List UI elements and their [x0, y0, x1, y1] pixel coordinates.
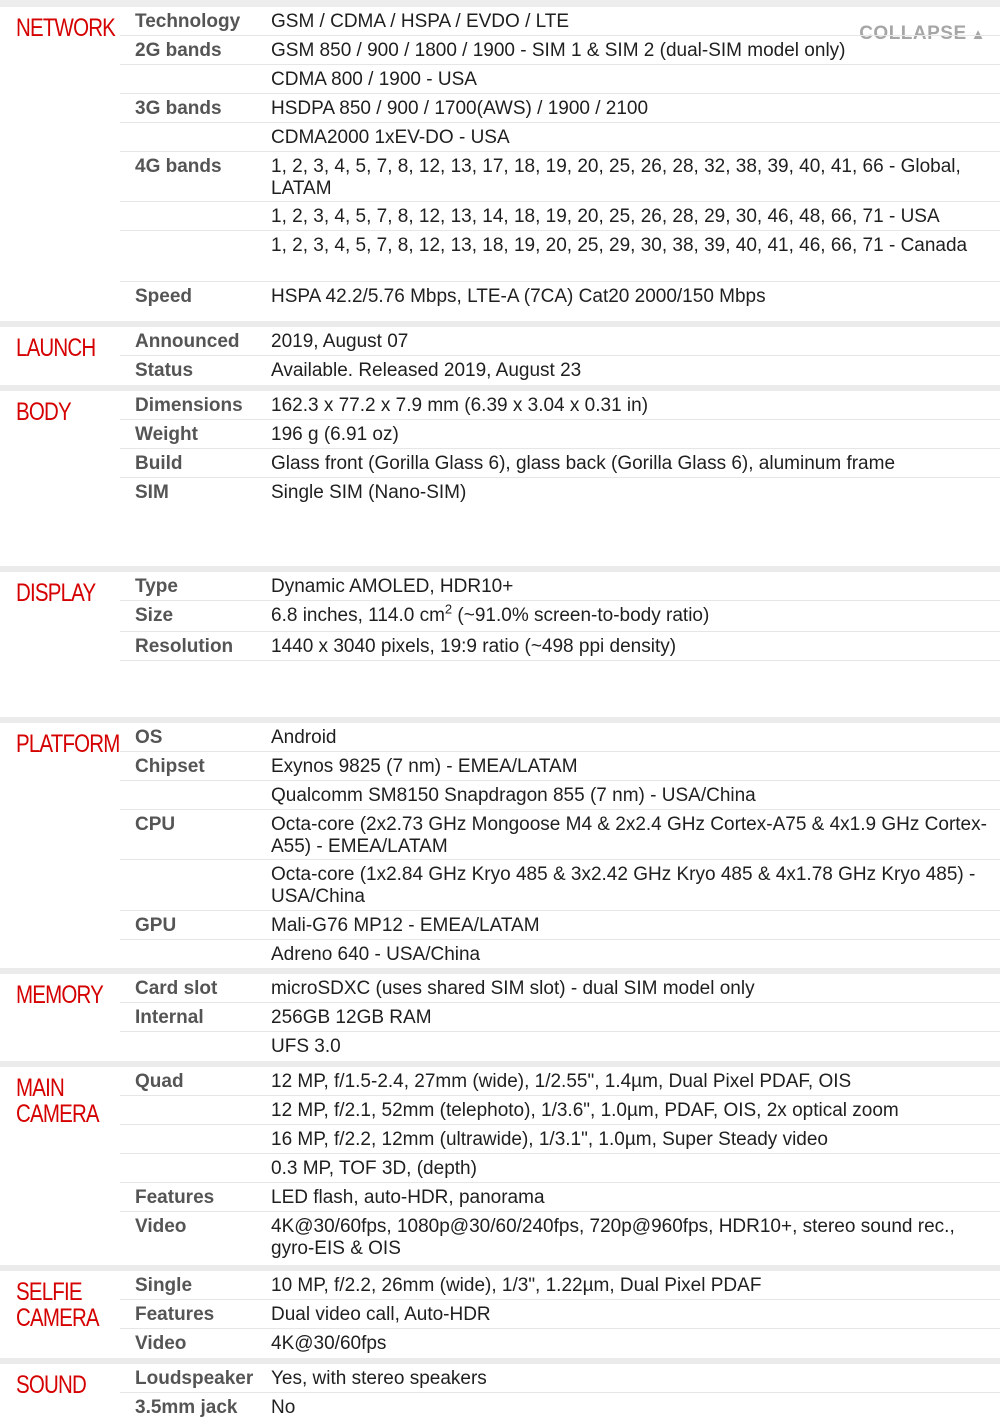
- spec-label: Build: [135, 453, 183, 474]
- spec-value: CDMA 800 / 1900 - USA: [271, 69, 477, 90]
- spec-label: SIM: [135, 482, 169, 503]
- spec-row-technology: [120, 7, 1000, 36]
- spec-row-weight: [120, 420, 1000, 449]
- spec-value: Android: [271, 727, 337, 748]
- spec-value: 1, 2, 3, 4, 5, 7, 8, 12, 13, 14, 18, 19, 20, 25, 26, 28, 29, 30, 46, 48, 66, 71 - USA: [271, 206, 940, 227]
- spec-value: Dual video call, Auto-HDR: [271, 1304, 491, 1325]
- spec-value: 4K@30/60fps, 1080p@30/60/240fps, 720p@960fps, HDR10+, stereo sound rec., gyro-EIS & OIS: [271, 1216, 955, 1259]
- spec-value: Glass front (Gorilla Glass 6), glass back (Gorilla Glass 6), aluminum frame: [271, 453, 896, 474]
- spec-row-sim: [120, 478, 1000, 507]
- spec-row-4g: [120, 152, 1000, 202]
- spec-row-size: [120, 601, 1000, 632]
- spec-label: Loudspeaker: [135, 1368, 254, 1389]
- spec-row-quad-cont: [120, 1154, 1000, 1183]
- spec-row-chipset: [120, 752, 1000, 781]
- spec-label: Weight: [135, 424, 198, 445]
- spec-row-type: [120, 572, 1000, 601]
- spec-value: 1440 x 3040 pixels, 19:9 ratio (~498 ppi density): [271, 636, 677, 657]
- spec-value: 10 MP, f/2.2, 26mm (wide), 1/3", 1.22µm, Dual Pixel PDAF: [271, 1275, 762, 1296]
- spec-label: Video: [135, 1216, 187, 1237]
- section-title-selfie-camera: SELFIE CAMERA: [16, 1278, 99, 1332]
- spec-row-speed: [120, 282, 1000, 311]
- spec-value: microSDXC (uses shared SIM slot) - dual SIM model only: [271, 978, 755, 999]
- spec-label: 4G bands: [135, 156, 222, 177]
- spec-value: 1, 2, 3, 4, 5, 7, 8, 12, 13, 17, 18, 19, 20, 25, 26, 28, 32, 38, 39, 40, 41, 66 - Global, LATAM: [271, 156, 961, 199]
- spec-label: Technology: [135, 11, 241, 32]
- spec-row-cpu-cont: [120, 860, 1000, 911]
- spec-value: 16 MP, f/2.2, 12mm (ultrawide), 1/3.1", 1.0µm, Super Steady video: [271, 1129, 829, 1150]
- spec-value: 2019, August 07: [271, 331, 409, 352]
- spec-row-internal-cont: [120, 1032, 1000, 1061]
- section-platform: [0, 723, 1000, 974]
- spec-label: Card slot: [135, 978, 218, 999]
- spec-value: HSPA 42.2/5.76 Mbps, LTE-A (7CA) Cat20 2000/150 Mbps: [271, 286, 766, 307]
- spec-value: GSM / CDMA / HSPA / EVDO / LTE: [271, 11, 570, 32]
- spec-value: 0.3 MP, TOF 3D, (depth): [271, 1158, 477, 1179]
- spec-row-build: [120, 449, 1000, 478]
- spec-row-loudspeaker: [120, 1364, 1000, 1393]
- spec-label: Speed: [135, 286, 193, 307]
- spec-value: 12 MP, f/2.1, 52mm (telephoto), 1/3.6", 1.0µm, PDAF, OIS, 2x optical zoom: [271, 1100, 899, 1121]
- spec-label: Dimensions: [135, 395, 243, 416]
- spec-row-announced: [120, 327, 1000, 356]
- spec-row-gpu-cont: [120, 940, 1000, 969]
- spec-label: CPU: [135, 814, 176, 835]
- spec-value: Yes, with stereo speakers: [271, 1368, 487, 1389]
- spec-value: Mali-G76 MP12 - EMEA/LATAM: [271, 915, 540, 936]
- spec-row-4g-cont: [120, 231, 1000, 282]
- spec-label: Features: [135, 1187, 215, 1208]
- section-title-main-camera: MAIN CAMERA: [16, 1074, 99, 1128]
- spec-value: HSDPA 850 / 900 / 1700(AWS) / 1900 / 2100: [271, 98, 649, 119]
- spec-value: Dynamic AMOLED, HDR10+: [271, 576, 514, 597]
- section-display: [0, 572, 1000, 723]
- spec-value: Available. Released 2019, August 23: [271, 360, 582, 381]
- section-title-sound: SOUND: [16, 1371, 86, 1399]
- section-title-memory: MEMORY: [16, 981, 103, 1009]
- spec-value: Qualcomm SM8150 Snapdragon 855 (7 nm) - USA/China: [271, 785, 756, 806]
- section-launch: [0, 327, 1000, 391]
- spec-value: CDMA2000 1xEV-DO - USA: [271, 127, 510, 148]
- spec-row-2g: [120, 36, 1000, 65]
- spec-row-video: [120, 1212, 1000, 1262]
- spec-row-3g: [120, 94, 1000, 123]
- spec-row-single: [120, 1271, 1000, 1300]
- spec-row-internal: [120, 1003, 1000, 1032]
- spec-row-features: [120, 1300, 1000, 1329]
- spec-row-os: [120, 723, 1000, 752]
- spec-row-quad-cont: [120, 1096, 1000, 1125]
- spec-value: 1, 2, 3, 4, 5, 7, 8, 12, 13, 18, 19, 20, 25, 29, 30, 38, 39, 40, 41, 46, 66, 71 - Canada: [271, 235, 968, 256]
- section-title-platform: PLATFORM: [16, 730, 120, 758]
- spec-row-4g-cont: [120, 202, 1000, 231]
- spec-label: 3G bands: [135, 98, 222, 119]
- spec-value: 162.3 x 77.2 x 7.9 mm (6.39 x 3.04 x 0.31 in): [271, 395, 649, 416]
- spec-value: Octa-core (1x2.84 GHz Kryo 485 & 3x2.42 GHz Kryo 485 & 4x1.78 GHz Kryo 485) - USA/China: [271, 864, 976, 907]
- spec-label: OS: [135, 727, 163, 748]
- spec-row-quad-cont: [120, 1125, 1000, 1154]
- collapse-label: COLLAPSE: [859, 23, 967, 44]
- spec-label: Resolution: [135, 636, 234, 657]
- spec-value: Adreno 640 - USA/China: [271, 944, 481, 965]
- spec-value: No: [271, 1397, 296, 1418]
- section-title-display: DISPLAY: [16, 579, 96, 607]
- section-memory: [0, 974, 1000, 1067]
- section-network: [0, 7, 1000, 327]
- spec-label: Type: [135, 576, 178, 597]
- spec-value: 4K@30/60fps: [271, 1333, 387, 1354]
- spec-row-dimensions: [120, 391, 1000, 420]
- spec-row-resolution: [120, 632, 1000, 661]
- spec-label: Size: [135, 605, 174, 626]
- section-main-camera: [0, 1067, 1000, 1271]
- section-sound: [0, 1364, 1000, 1428]
- spec-row-video: [120, 1329, 1000, 1358]
- spec-label: Features: [135, 1304, 215, 1325]
- spec-value: 12 MP, f/1.5-2.4, 27mm (wide), 1/2.55", 1.4µm, Dual Pixel PDAF, OIS: [271, 1071, 852, 1092]
- spec-value: Octa-core (2x2.73 GHz Mongoose M4 & 2x2.4 GHz Cortex-A75 & 4x1.9 GHz Cortex-A55) - EMEA/LATAM: [271, 814, 987, 857]
- spec-value: 256GB 12GB RAM: [271, 1007, 432, 1028]
- spec-row-gpu: [120, 911, 1000, 940]
- section-body: [0, 391, 1000, 572]
- section-selfie-camera: [0, 1271, 1000, 1364]
- spec-value: GSM 850 / 900 / 1800 / 1900 - SIM 1 & SIM 2 (dual-SIM model only): [271, 40, 846, 61]
- spec-label: 2G bands: [135, 40, 222, 61]
- spec-label: GPU: [135, 915, 177, 936]
- section-title-network: NETWORK: [16, 14, 116, 42]
- section-title-launch: LAUNCH: [16, 334, 96, 362]
- spec-label: 3.5mm jack: [135, 1397, 238, 1418]
- spec-label: Quad: [135, 1071, 184, 1092]
- spec-value: 196 g (6.91 oz): [271, 424, 399, 445]
- spec-label: Status: [135, 360, 194, 381]
- triangle-up-icon: ▲: [970, 26, 986, 43]
- spec-value: 6.8 inches, 114.0 $cm^2$ (~91.0% screen-to-body ratio): [271, 601, 710, 626]
- spec-value: LED flash, auto-HDR, panorama: [271, 1187, 545, 1208]
- section-title-body: BODY: [16, 398, 71, 426]
- spec-row-cpu: [120, 810, 1000, 860]
- spec-row-features: [120, 1183, 1000, 1212]
- spec-row-3g-cont: [120, 123, 1000, 152]
- spec-value: Exynos 9825 (7 nm) - EMEA/LATAM: [271, 756, 578, 777]
- spec-row-empty: [120, 661, 1000, 690]
- spec-row-status: [120, 356, 1000, 385]
- spec-label: Announced: [135, 331, 240, 352]
- spec-label: Internal: [135, 1007, 204, 1028]
- spec-label: Single: [135, 1275, 193, 1296]
- spec-row-quad: [120, 1067, 1000, 1096]
- spec-label: Chipset: [135, 756, 205, 777]
- spec-value: Single SIM (Nano-SIM): [271, 482, 467, 503]
- spec-row-2g-cont: [120, 65, 1000, 94]
- spec-value: UFS 3.0: [271, 1036, 341, 1057]
- spec-row-chipset-cont: [120, 781, 1000, 810]
- spec-row-cardslot: [120, 974, 1000, 1003]
- spec-label: Video: [135, 1333, 187, 1354]
